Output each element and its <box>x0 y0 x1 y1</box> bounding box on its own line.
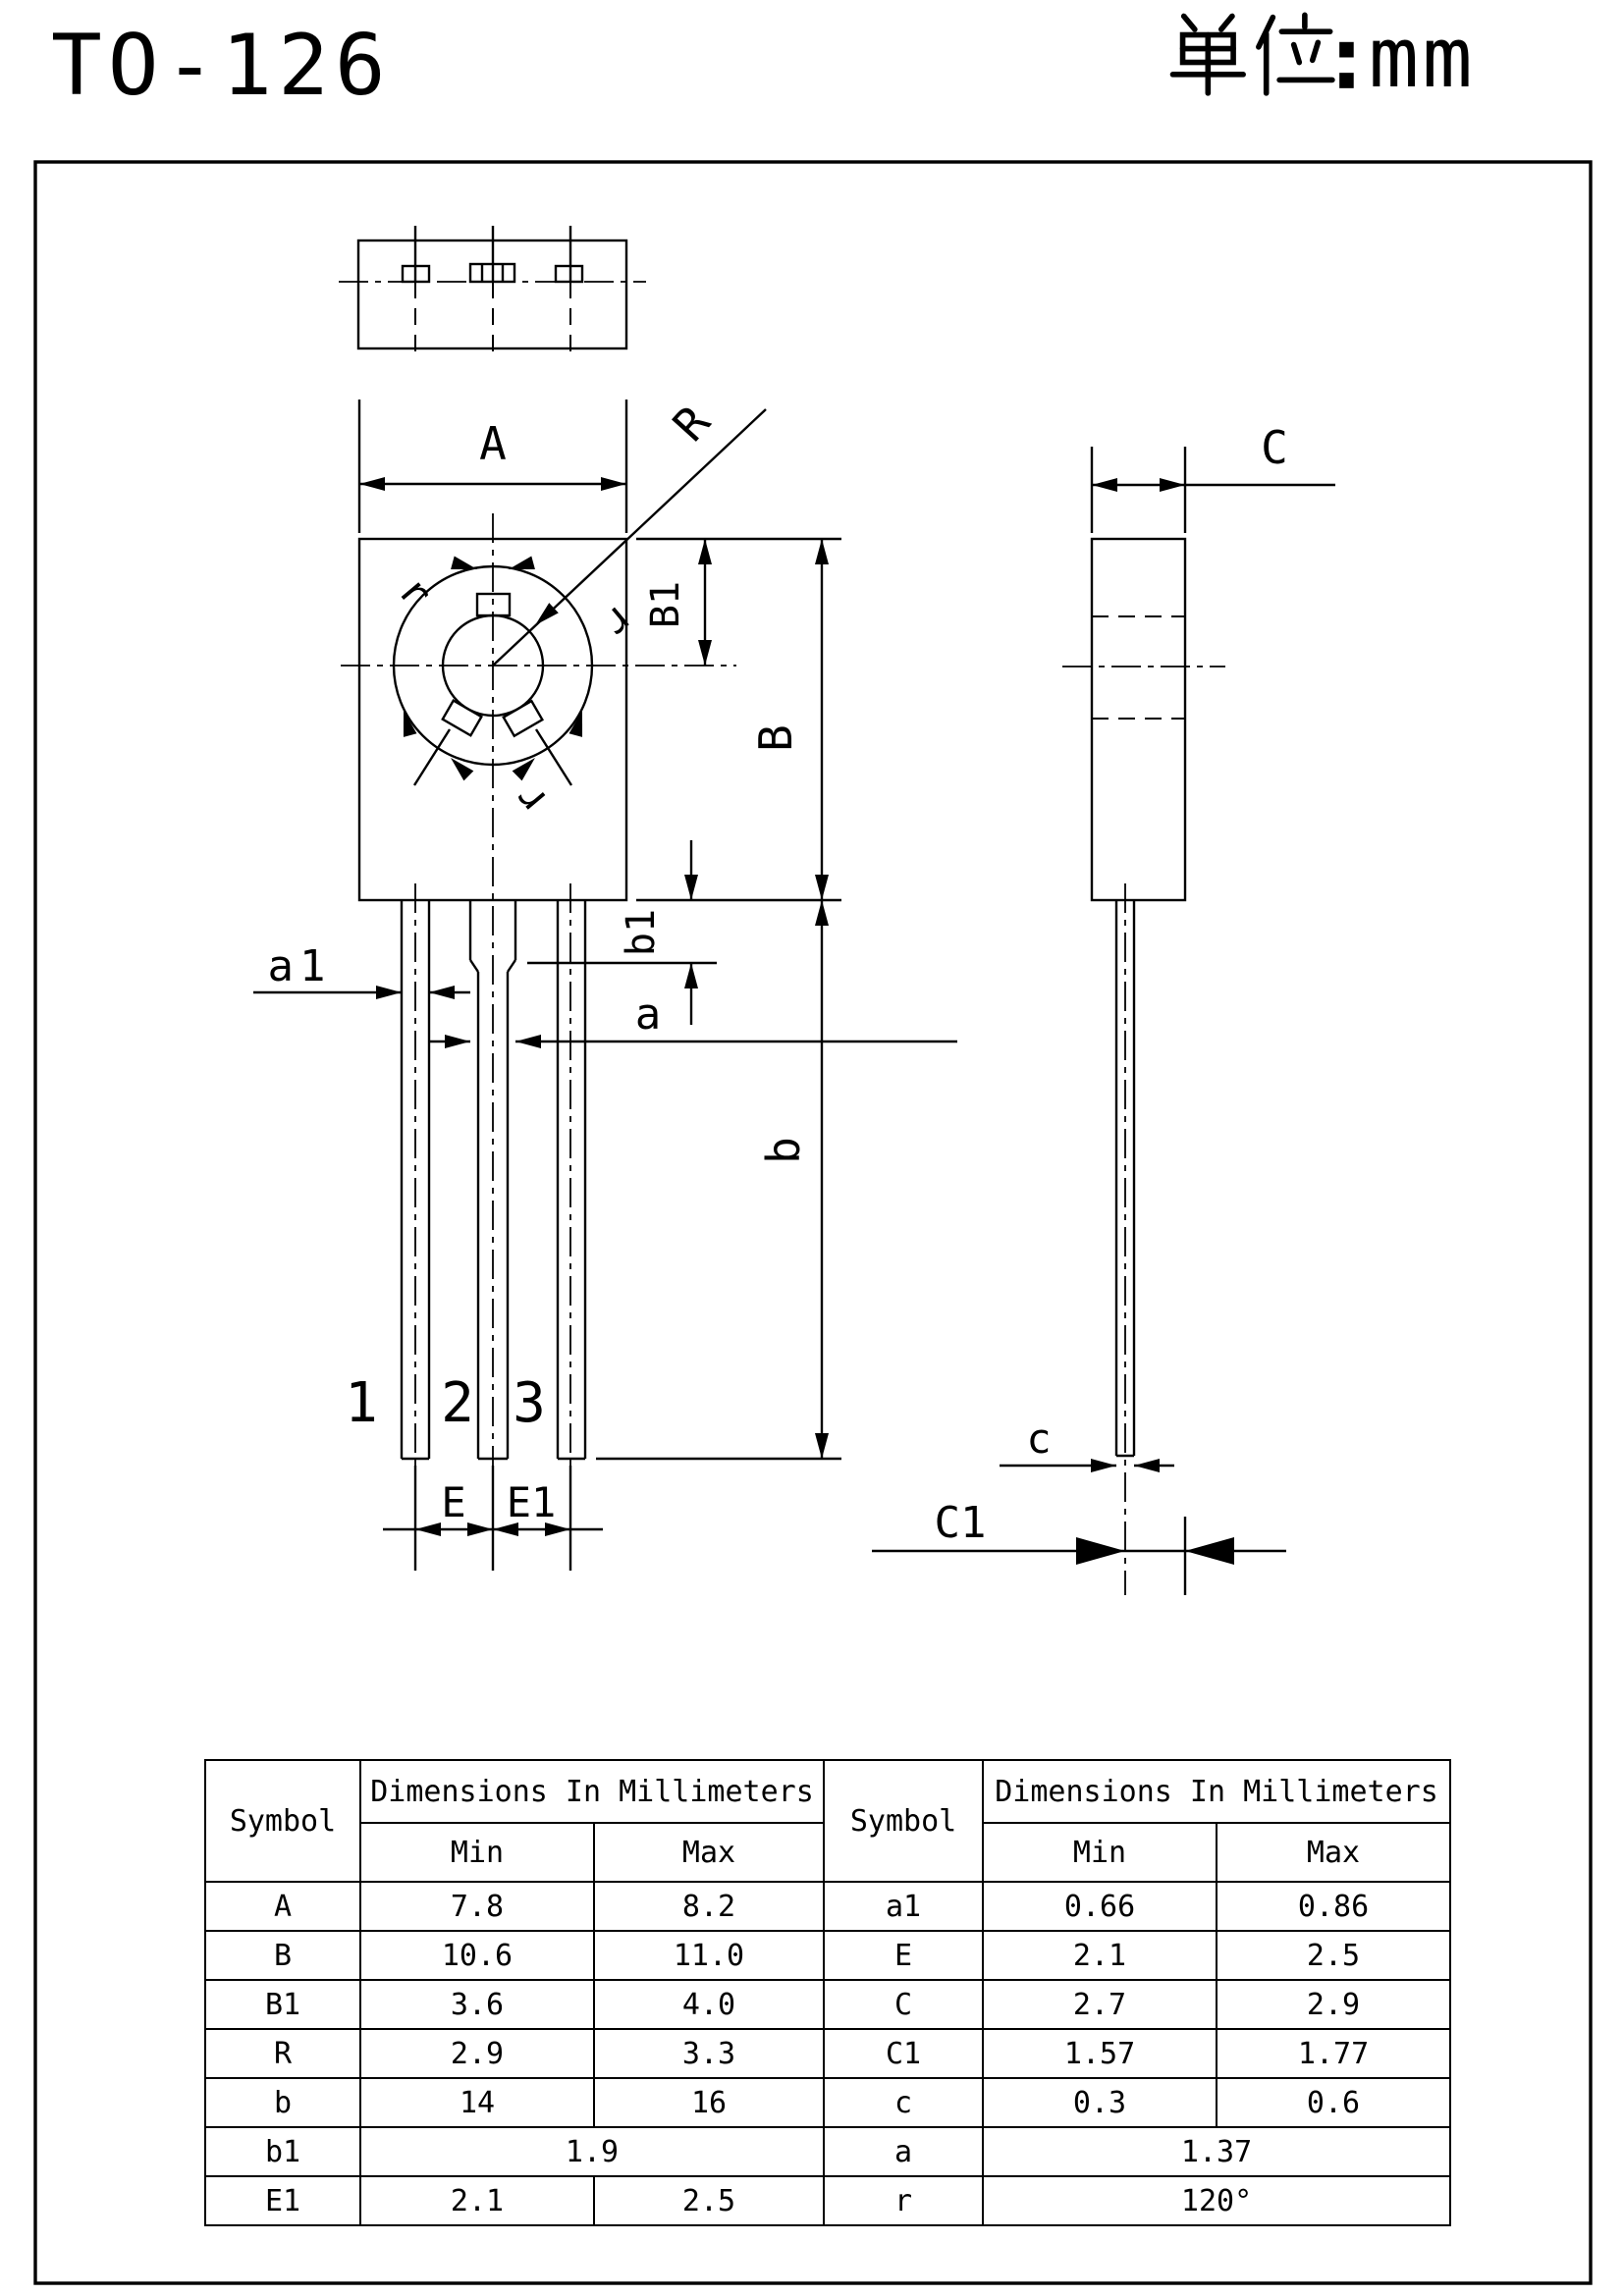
dim-label-C1: C1 <box>934 1498 987 1548</box>
dim-label-R: R <box>662 395 721 452</box>
cell-symbol: a1 <box>824 1882 983 1931</box>
cell-min: 2.9 <box>360 2029 594 2078</box>
dim-label-A: A <box>479 417 507 470</box>
cell-merged-value: 1.9 <box>360 2127 824 2176</box>
dim-label-E: E <box>441 1478 466 1526</box>
table-row <box>205 2176 1450 2225</box>
cell-max: 11.0 <box>594 1931 824 1980</box>
header-dims-left: Dimensions In Millimeters <box>360 1760 824 1823</box>
cell-max: 1.77 <box>1217 2029 1450 2078</box>
unit-label-cjk-strokes <box>1172 15 1350 93</box>
cell-max: 2.5 <box>1217 1931 1450 1980</box>
header-dims-right: Dimensions In Millimeters <box>983 1760 1450 1823</box>
cell-max: 2.9 <box>1217 1980 1450 2029</box>
table-row <box>205 2078 1450 2127</box>
cell-symbol: C1 <box>824 2029 983 2078</box>
cell-min: 3.6 <box>360 1980 594 2029</box>
cell-symbol: b1 <box>205 2127 360 2176</box>
cell-min: 0.66 <box>983 1882 1217 1931</box>
cell-symbol: c <box>824 2078 983 2127</box>
lead-pin3 <box>558 900 585 1459</box>
dim-C-lines <box>1092 447 1335 533</box>
cell-min: 7.8 <box>360 1882 594 1931</box>
dim-E-E1-lines <box>383 1466 603 1571</box>
dim-label-a1: a1 <box>267 941 332 991</box>
pin-number-2: 2 <box>441 1371 474 1435</box>
cell-symbol: C <box>824 1980 983 2029</box>
cell-merged-value: 1.37 <box>983 2127 1450 2176</box>
top-view-pin-axes <box>415 226 570 282</box>
cell-merged-value: 120° <box>983 2176 1450 2225</box>
dim-label-a: a <box>634 989 662 1040</box>
dim-label-b1: b1 <box>619 908 664 957</box>
cell-max: 0.86 <box>1217 1882 1450 1931</box>
table-row <box>205 1980 1450 2029</box>
dim-label-B: B <box>749 724 802 752</box>
table-row <box>205 1931 1450 1980</box>
table-row <box>205 2127 1450 2176</box>
angle-label-r-bottom: r <box>504 774 558 826</box>
cell-symbol: r <box>824 2176 983 2225</box>
cell-max: 16 <box>594 2078 824 2127</box>
cell-symbol: A <box>205 1882 360 1931</box>
page-title: TO-126 <box>51 17 392 115</box>
cell-max: 4.0 <box>594 1980 824 2029</box>
cell-min: 2.1 <box>360 2176 594 2225</box>
cell-symbol: B1 <box>205 1980 360 2029</box>
header-min-right: Min <box>983 1823 1217 1882</box>
pin-number-1: 1 <box>345 1371 378 1435</box>
top-view <box>339 226 646 361</box>
dim-label-C: C <box>1261 421 1288 474</box>
cell-symbol: E1 <box>205 2176 360 2225</box>
header-symbol-right: Symbol <box>824 1760 983 1882</box>
front-view <box>253 396 957 1571</box>
table-row <box>205 1882 1450 1931</box>
ext-lines-right <box>596 539 841 1459</box>
unit-value: mm <box>1368 10 1477 108</box>
side-view <box>872 421 1335 1595</box>
cell-symbol: b <box>205 2078 360 2127</box>
cell-symbol: B <box>205 1931 360 1980</box>
angle-label-r-upper-left: r <box>389 566 443 617</box>
cell-min: 14 <box>360 2078 594 2127</box>
unit-label <box>1172 10 1476 107</box>
header-min-left: Min <box>360 1823 594 1882</box>
dim-label-b: b <box>757 1137 810 1164</box>
header-max-right: Max <box>1217 1823 1450 1882</box>
cell-min: 2.1 <box>983 1931 1217 1980</box>
cell-max: 3.3 <box>594 2029 824 2078</box>
table-row <box>205 2029 1450 2078</box>
cell-max: 2.5 <box>594 2176 824 2225</box>
cell-max: 8.2 <box>594 1882 824 1931</box>
cell-symbol: E <box>824 1931 983 1980</box>
header-symbol-left: Symbol <box>205 1760 360 1882</box>
cell-min: 2.7 <box>983 1980 1217 2029</box>
cell-symbol: R <box>205 2029 360 2078</box>
cell-min: 1.57 <box>983 2029 1217 2078</box>
cell-min: 10.6 <box>360 1931 594 1980</box>
cell-max: 0.6 <box>1217 2078 1450 2127</box>
dimension-table <box>204 1759 1451 2226</box>
cell-symbol: a <box>824 2127 983 2176</box>
header-max-left: Max <box>594 1823 824 1882</box>
dim-label-E1: E1 <box>506 1478 557 1526</box>
cell-min: 0.3 <box>983 2078 1217 2127</box>
side-body-hidden-lines <box>1092 616 1185 719</box>
angle-label-r-upper-right: r <box>594 595 645 649</box>
dim-label-c: c <box>1026 1415 1052 1463</box>
dim-label-B1: B1 <box>643 580 688 629</box>
pin-number-3: 3 <box>513 1371 546 1435</box>
